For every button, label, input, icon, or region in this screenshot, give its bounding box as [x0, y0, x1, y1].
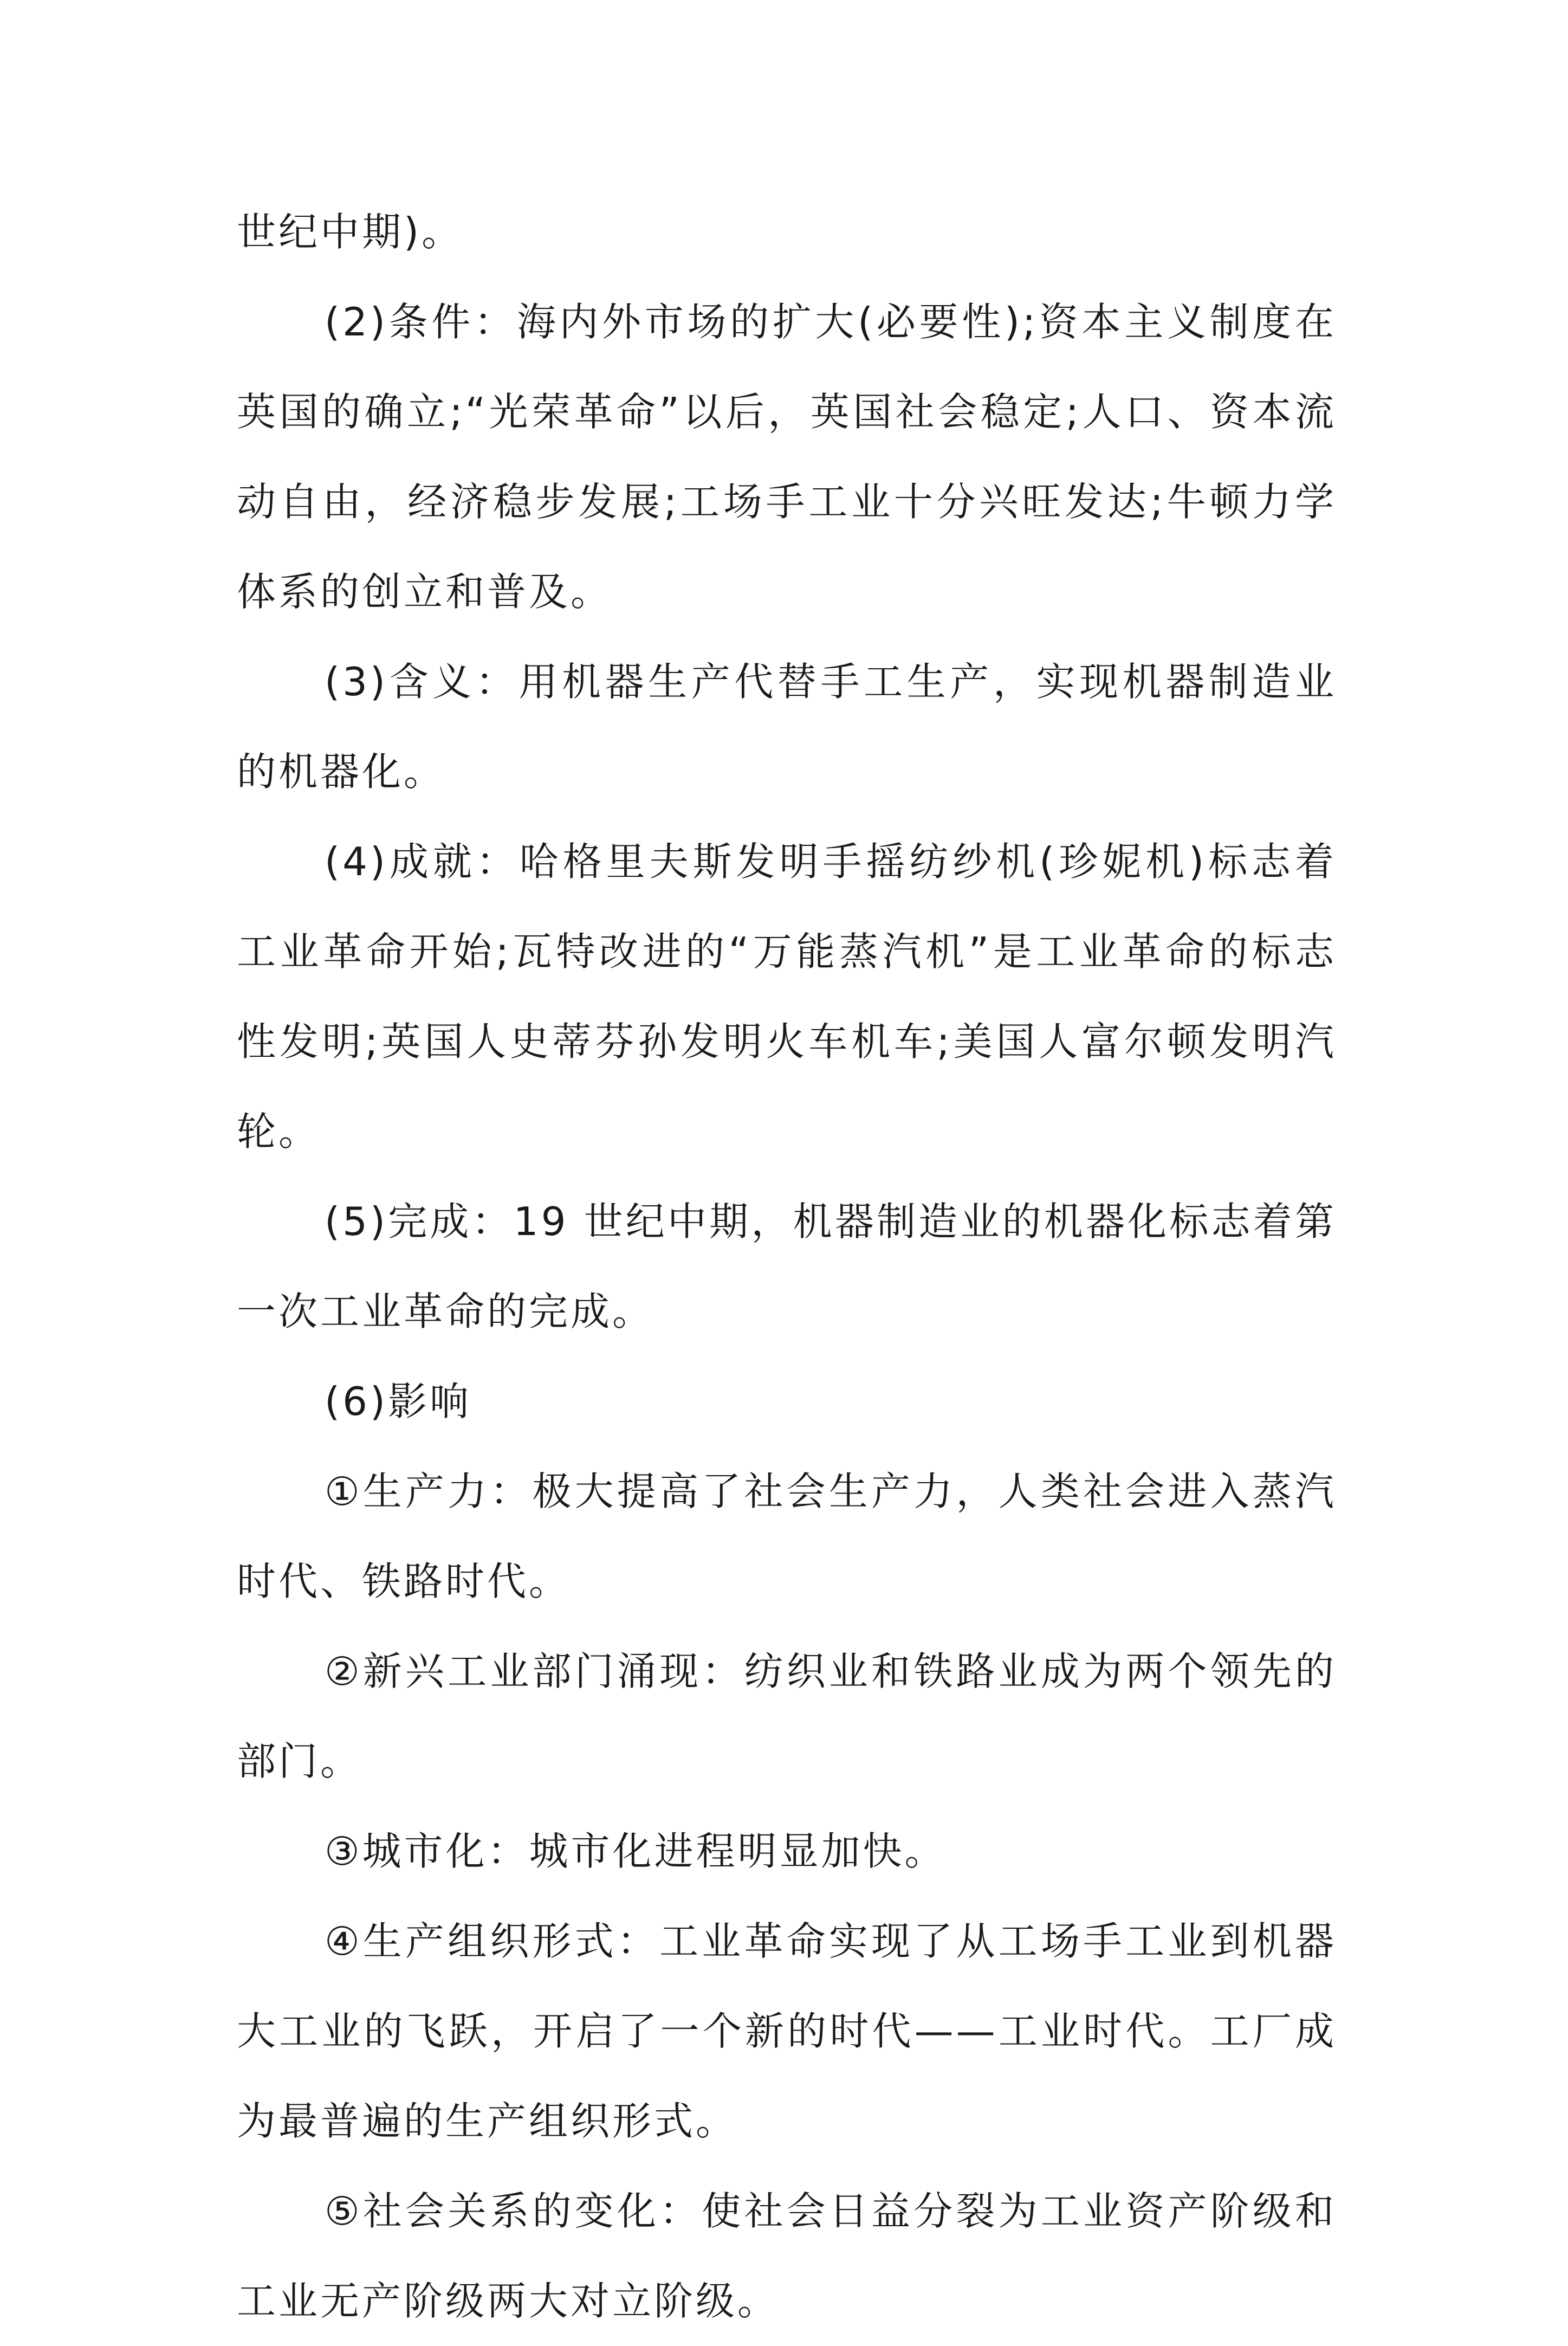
- paragraph-meaning: (3)含义：用机器生产代替手工生产，实现机器制造业的机器化。: [237, 659, 1337, 794]
- document-body: [237, 187, 1337, 2346]
- paragraph-achievements: (4)成就：哈格里夫斯发明手摇纺纱机(珍妮机)标志着工业革命开始;瓦特改进的“万能蒸汽机”是工业革命的标志性发明;英国人史蒂芬孙发明火车机车;美国人富尔顿发明汽轮。: [237, 839, 1337, 1154]
- paragraph-impact-heading: (6)影响: [325, 1379, 471, 1424]
- paragraph-continuation: 世纪中期)。: [237, 209, 464, 255]
- paragraph-impact-industries: ②新兴工业部门涌现：纺织业和铁路业成为两个领先的部门。: [237, 1649, 1337, 1784]
- paragraph-impact-urbanization: ③城市化：城市化进程明显加快。: [325, 1828, 947, 1874]
- paragraph-completion: (5)完成：19 世纪中期，机器制造业的机器化标志着第一次工业革命的完成。: [237, 1199, 1337, 1334]
- paragraph-conditions: (2)条件：海内外市场的扩大(必要性);资本主义制度在英国的确立;“光荣革命”以后，英国社会稳定;人口、资本流动自由，经济稳步发展;工场手工业十分兴旺发达;牛顿力学体系的创立和普及。: [237, 299, 1337, 615]
- paragraph-impact-social-relations: ⑤社会关系的变化：使社会日益分裂为工业资产阶级和工业无产阶级两大对立阶级。: [237, 2188, 1337, 2324]
- paragraph-impact-organization: ④生产组织形式：工业革命实现了从工场手工业到机器大工业的飞跃，开启了一个新的时代——工业时代。工厂成为最普遍的生产组织形式。: [237, 1918, 1337, 2144]
- paragraph-impact-productivity: ①生产力：极大提高了社会生产力，人类社会进入蒸汽时代、铁路时代。: [237, 1469, 1337, 1604]
